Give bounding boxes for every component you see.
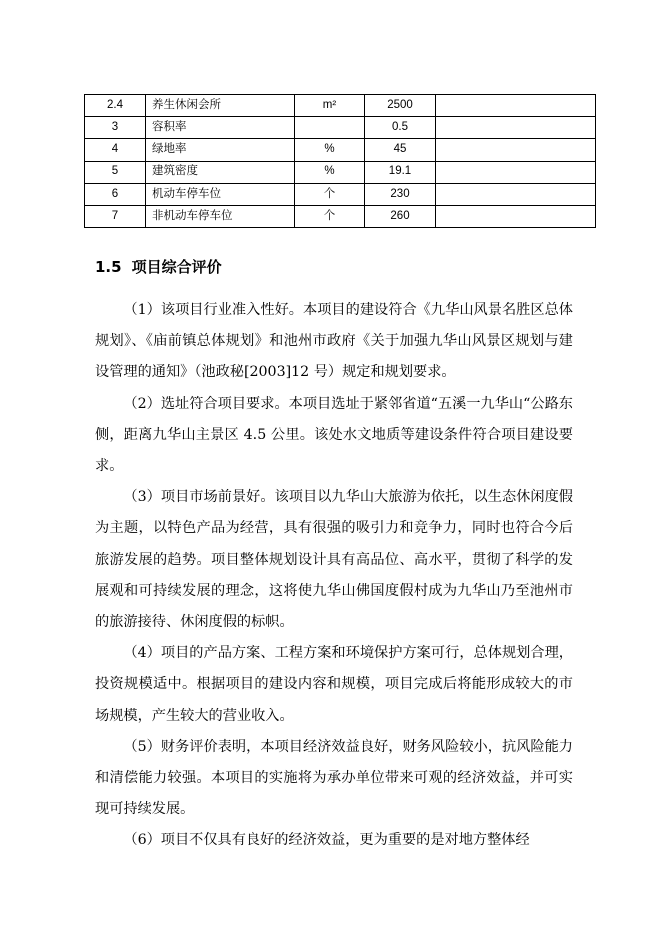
item-name: 建筑密度 — [146, 161, 295, 183]
table-row — [85, 139, 596, 161]
paragraph: （5）财务评价表明，本项目经济效益良好，财务风险较小，抗风险能力和清偿能力较强。本项目的实施将为承办单位带来可观的经济效益，并可实现可持续发展。 — [95, 738, 573, 818]
item-note — [436, 117, 596, 139]
paragraph: （1）该项目行业准入性好。本项目的建设符合《九华山风景名胜区总体规划》、《庙前镇总体规划》和池州市政府《关于加强九华山风景区规划与建设管理的通知》（池政秘[2003]12 号）规定和规划要求。 — [95, 302, 573, 381]
item-value: 0.5 — [365, 117, 436, 139]
item-unit: % — [295, 139, 365, 161]
item-value: 2500 — [365, 95, 436, 117]
item-name: 绿地率 — [146, 139, 295, 161]
item-unit: m² — [295, 95, 365, 117]
row-number: 6 — [85, 183, 146, 205]
row-number: 3 — [85, 117, 146, 139]
row-number: 7 — [85, 205, 146, 227]
item-unit — [295, 117, 365, 139]
table-row — [85, 95, 596, 117]
item-value: 19.1 — [365, 161, 436, 183]
item-name: 养生休闲会所 — [146, 95, 295, 117]
item-unit: 个 — [295, 205, 365, 227]
paragraph: （6）项目不仅具有良好的经济效益，更为重要的是对地方整体经 — [123, 832, 530, 849]
item-name: 容积率 — [146, 117, 295, 139]
row-number: 4 — [85, 139, 146, 161]
section-heading — [95, 256, 222, 277]
section-title: 项目综合评价 — [131, 258, 222, 276]
item-value: 45 — [365, 139, 436, 161]
item-value: 230 — [365, 183, 436, 205]
section-body — [95, 295, 573, 857]
item-value: 260 — [365, 205, 436, 227]
item-note — [436, 161, 596, 183]
table-row — [85, 117, 596, 139]
item-note — [436, 183, 596, 205]
table-row — [85, 183, 596, 205]
paragraph: （4）项目的产品方案、工程方案和环境保护方案可行，总体规划合理，投资规模适中。根据项目的建设内容和规模，项目完成后将能形成较大的市场规模，产生较大的营业收入。 — [95, 645, 573, 724]
item-note — [436, 95, 596, 117]
table-row — [85, 161, 596, 183]
paragraph: （2）选址符合项目要求。本项目选址于紧邻省道“五溪一九华山“公路东侧，距离九华山主景区 4.5 公里。该处水文地质等建设条件符合项目建设要求。 — [95, 395, 573, 475]
paragraph: （3）项目市场前景好。该项目以九华山大旅游为依托，以生态休闲度假为主题，以特色产品为经营，具有很强的吸引力和竞争力，同时也符合今后旅游发展的趋势。项目整体规划设计具有高品位、高水平，贯彻了科学的发展观和可持续发展的理念，这将使九华山佛国度假村成为九华山乃至池州市的旅游接待、休闲度假的标帜。 — [95, 489, 573, 631]
item-name: 机动车停车位 — [146, 183, 295, 205]
item-unit: 个 — [295, 183, 365, 205]
row-number: 2.4 — [85, 95, 146, 117]
item-note — [436, 205, 596, 227]
indicator-table — [84, 94, 596, 228]
item-note — [436, 139, 596, 161]
table-row — [85, 205, 596, 227]
row-number: 5 — [85, 161, 146, 183]
section-number: 1.5 — [95, 258, 122, 276]
item-unit: % — [295, 161, 365, 183]
item-name: 非机动车停车位 — [146, 205, 295, 227]
